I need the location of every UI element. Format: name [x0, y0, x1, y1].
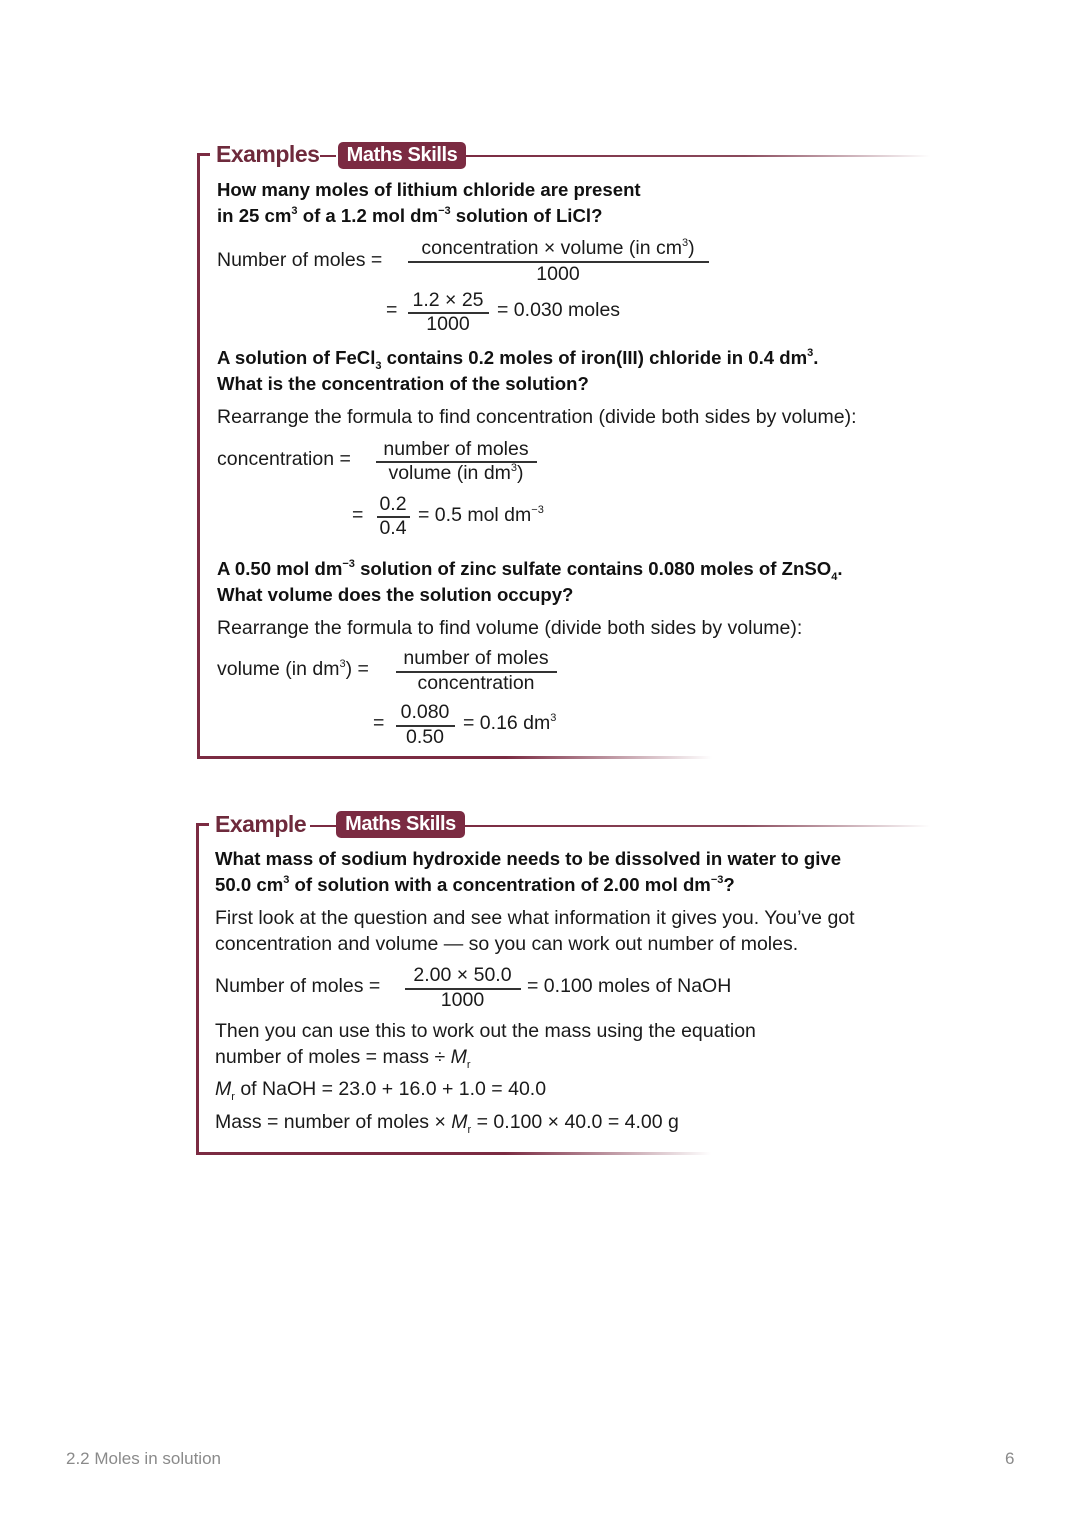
rearrange-text	[217, 616, 802, 640]
text-segment: solution of LiCl?	[450, 205, 603, 226]
superscript: −3	[531, 504, 544, 516]
box-bottom-border	[197, 756, 712, 759]
text-segment: What volume does the solution occupy?	[217, 584, 574, 605]
text-segment: concentration	[417, 672, 535, 694]
question-1-line-2	[217, 204, 602, 228]
result	[418, 503, 544, 527]
maths-skills-badge: Maths Skills	[338, 142, 466, 169]
text-segment: = 0.030 moles	[497, 299, 621, 321]
box-corner	[198, 153, 210, 156]
box-top-border	[466, 155, 930, 157]
text-segment: First look at the question and see what information it gives you. You’ve got	[215, 907, 855, 929]
text-segment: )	[517, 462, 524, 484]
text-segment: of NaOH = 23.0 + 16.0 + 1.0 = 40.0	[234, 1078, 547, 1100]
box-title: Example	[215, 811, 307, 837]
text-segment: 1.2 × 25	[412, 289, 484, 311]
text-segment: 0.50	[406, 726, 444, 748]
box-left-border	[196, 823, 199, 1154]
fraction-denominator	[394, 673, 558, 694]
mr-calculation	[215, 1077, 546, 1101]
equals-sign	[386, 298, 397, 322]
text-segment: = 0.16 dm	[463, 712, 551, 734]
superscript: −3	[342, 558, 355, 570]
subscript: 4	[831, 571, 838, 583]
maths-skills-badge: Maths Skills	[336, 811, 465, 838]
question-3-line-1	[217, 557, 843, 581]
fraction-numerator	[394, 648, 558, 669]
moles-formula-label	[217, 248, 382, 272]
subscript: r	[231, 1091, 235, 1103]
text-segment: )	[688, 237, 695, 259]
italic-text: M	[450, 1046, 467, 1068]
superscript: 3	[682, 237, 689, 249]
text-segment: number of moles	[403, 647, 549, 669]
fraction-denominator	[403, 990, 522, 1011]
text-segment: .	[813, 347, 819, 368]
box-top-border	[465, 825, 930, 827]
text-segment: ?	[723, 874, 735, 895]
text-segment: What mass of sodium hydroxide needs to be dissolved in water to give	[215, 848, 842, 869]
fraction-numerator	[403, 965, 522, 986]
text-segment: volume (in dm	[388, 462, 511, 484]
volume-label	[217, 657, 369, 681]
question-line-2	[215, 873, 735, 897]
fraction-denominator	[375, 518, 411, 539]
text-segment: = 0.5 mol dm	[418, 504, 532, 526]
text-segment: 0.2	[379, 493, 407, 515]
text-segment: concentration and volume — so you can work out number of moles.	[215, 933, 799, 955]
superscript: 3	[550, 712, 557, 724]
text-segment: Mass = number of moles ×	[215, 1111, 452, 1133]
fraction-denominator	[406, 314, 490, 335]
superscript: −3	[710, 874, 724, 886]
text-segment: 2.00 × 50.0	[413, 964, 512, 986]
text-segment: of solution with a concentration of 2.00 mol dm	[289, 874, 711, 895]
result	[497, 298, 620, 322]
fraction-numerator	[394, 702, 456, 723]
box-corner	[197, 823, 209, 826]
explanation-line-1	[215, 906, 855, 930]
equals-sign	[373, 711, 384, 735]
question-1-line-1	[217, 178, 641, 202]
fraction-numerator	[375, 494, 411, 515]
text-segment: =	[386, 299, 398, 321]
text-segment: concentration × volume (in cm	[421, 237, 683, 259]
text-segment: Number of moles =	[215, 975, 381, 997]
text-segment: .	[837, 558, 843, 579]
superscript: 3	[339, 658, 346, 670]
subscript: r	[466, 1059, 471, 1071]
text-segment: How many moles of lithium chloride are present	[217, 179, 641, 200]
fraction-numerator	[406, 238, 710, 259]
superscript: 3	[283, 874, 290, 886]
text-segment: in 25 cm	[217, 205, 292, 226]
text-segment: A solution of FeCl	[217, 347, 376, 368]
mass-calculation	[215, 1110, 679, 1134]
fraction-denominator	[394, 727, 456, 748]
superscript: 3	[807, 347, 814, 359]
text-segment: 1000	[440, 989, 485, 1011]
text-segment: ) =	[345, 658, 369, 680]
text-segment: 50.0 cm	[215, 874, 284, 895]
box-bottom-border	[196, 1152, 711, 1155]
text-segment: Rearrange the formula to find volume (divide both sides by volume):	[217, 617, 803, 639]
question-2-line-2	[217, 372, 589, 396]
text-segment: 1000	[536, 263, 580, 285]
title-dash	[310, 825, 336, 827]
subscript: 3	[375, 360, 382, 372]
text-segment: solution of zinc sulfate contains 0.080 moles of ZnSO	[354, 558, 832, 579]
superscript: 3	[510, 462, 518, 474]
text-segment: = 0.100 moles of NaOH	[527, 975, 732, 997]
text-segment: Then you can use this to work out the mass using the equation	[215, 1020, 756, 1042]
footer-section-title: 2.2 Moles in solution	[66, 1449, 221, 1468]
fraction-numerator	[374, 439, 538, 460]
result	[527, 974, 731, 998]
concentration-label	[217, 447, 351, 471]
question-line-1	[215, 847, 841, 871]
moles-formula-label	[215, 974, 380, 998]
superscript: −3	[438, 205, 451, 217]
text-segment: 0.080	[400, 701, 450, 723]
italic-text: M	[451, 1111, 468, 1133]
text-segment: = 0.100 × 40.0 = 4.00 g	[471, 1111, 679, 1133]
mass-equation-line-1	[215, 1019, 756, 1043]
question-3-line-2	[217, 583, 573, 607]
fraction-numerator	[406, 290, 490, 311]
box-title: Examples	[216, 141, 320, 167]
text-segment: number of moles = mass ÷	[215, 1046, 451, 1068]
text-segment: Rearrange the formula to find concentration (divide both sides by volume):	[217, 406, 857, 428]
mass-equation-line-2	[215, 1045, 471, 1069]
fraction-denominator	[406, 264, 710, 285]
text-segment: number of moles	[383, 438, 529, 460]
text-segment: A 0.50 mol dm	[217, 558, 343, 579]
text-segment: contains 0.2 moles of iron(III) chloride in 0.4 dm	[381, 347, 808, 368]
text-segment: =	[352, 504, 364, 526]
result	[463, 711, 556, 735]
text-segment: 0.4	[379, 517, 407, 539]
box-left-border	[197, 153, 200, 759]
question-2-line-1	[217, 346, 818, 370]
title-dash	[320, 155, 336, 157]
explanation-line-2	[215, 932, 798, 956]
superscript: 3	[291, 205, 298, 217]
text-segment: =	[373, 712, 385, 734]
text-segment: volume (in dm	[217, 658, 340, 680]
rearrange-text	[217, 405, 857, 429]
text-segment: 1000	[426, 313, 470, 335]
equals-sign	[352, 503, 363, 527]
italic-text: M	[215, 1078, 232, 1100]
subscript: r	[467, 1124, 472, 1136]
text-segment: concentration =	[217, 448, 351, 470]
text-segment: of a 1.2 mol dm	[297, 205, 439, 226]
page-number: 6	[1005, 1449, 1015, 1468]
text-segment: Number of moles =	[217, 249, 383, 271]
text-segment: What is the concentration of the solution?	[217, 373, 589, 394]
fraction-denominator	[374, 463, 538, 484]
